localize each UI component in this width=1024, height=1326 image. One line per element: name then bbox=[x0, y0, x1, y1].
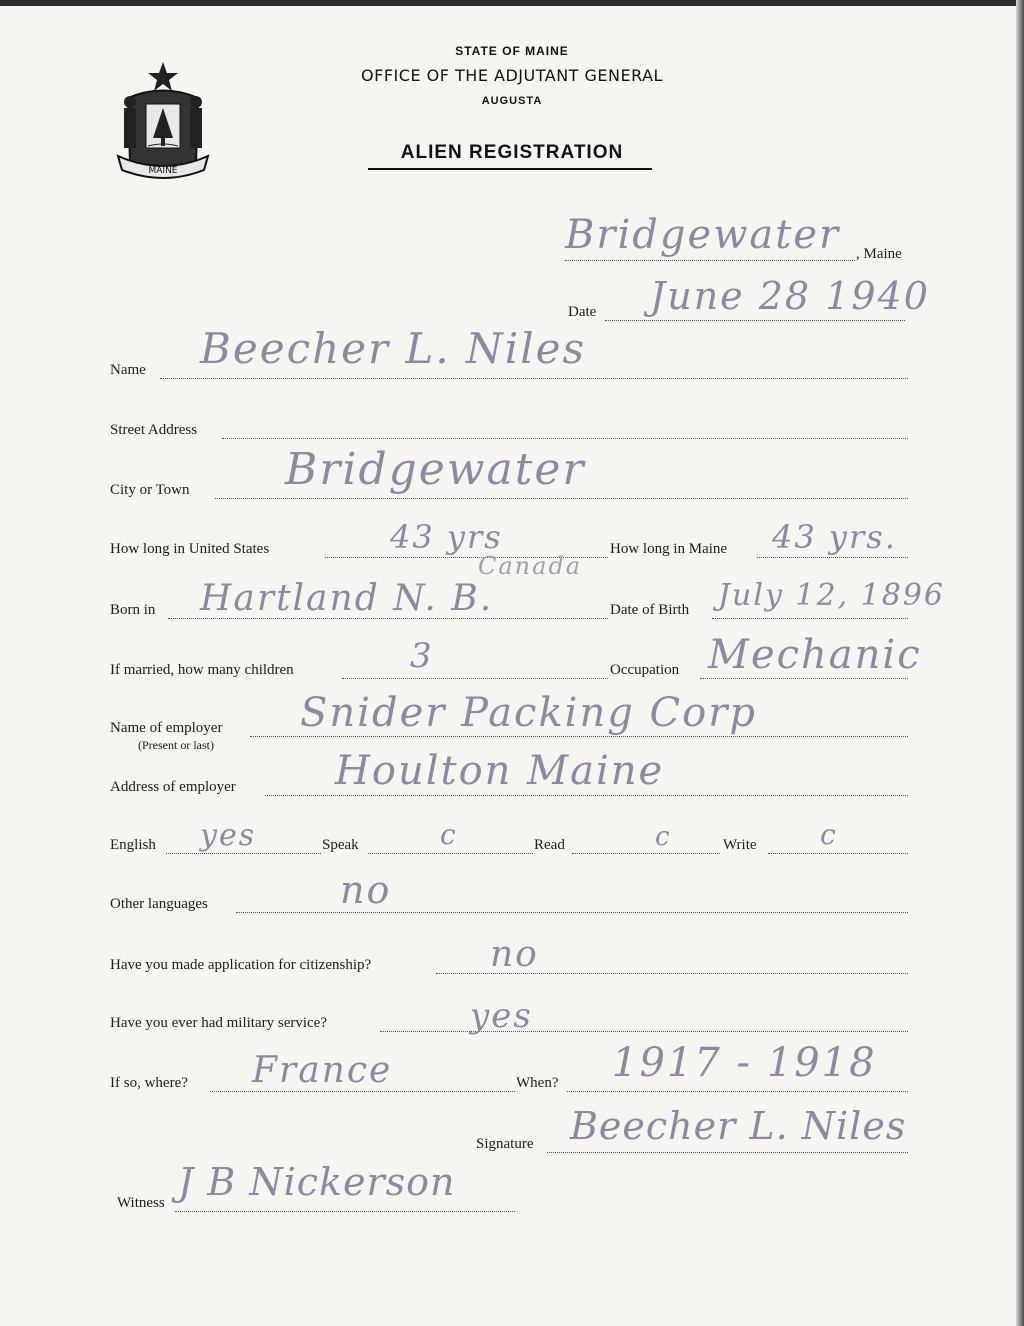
military-value: yes bbox=[470, 996, 533, 1036]
date-of-birth-label: Date of Birth bbox=[610, 602, 690, 618]
employer-address-value: Houlton Maine bbox=[335, 748, 665, 794]
witness-label: Witness bbox=[117, 1195, 165, 1211]
street-address-label: Street Address bbox=[110, 422, 198, 438]
employer-name-label: Name of employer bbox=[110, 720, 223, 736]
english-label: English bbox=[110, 837, 156, 853]
date-of-birth-line bbox=[712, 618, 908, 619]
date-line bbox=[605, 320, 905, 321]
name-label: Name bbox=[110, 362, 146, 378]
signature-label: Signature bbox=[476, 1136, 534, 1152]
signature-line bbox=[547, 1152, 908, 1153]
born-in-label: Born in bbox=[110, 602, 156, 618]
scan-edge-top bbox=[0, 0, 1024, 6]
employer-name-line bbox=[250, 736, 908, 737]
when-line bbox=[567, 1091, 908, 1092]
header-state: STATE OF MAINE bbox=[455, 44, 569, 58]
date-value: June 28 1940 bbox=[650, 274, 930, 318]
employer-name-value: Snider Packing Corp bbox=[300, 690, 757, 736]
write-line bbox=[768, 853, 908, 854]
when-value: 1917 - 1918 bbox=[612, 1040, 877, 1086]
where-line bbox=[210, 1091, 515, 1092]
date-of-birth-value: July 12, 1896 bbox=[718, 578, 946, 613]
where-label: If so, where? bbox=[110, 1075, 188, 1091]
speak-label: Speak bbox=[322, 837, 359, 853]
english-value: yes bbox=[200, 818, 257, 853]
where-value: France bbox=[252, 1050, 393, 1091]
header-city: AUGUSTA bbox=[481, 95, 543, 107]
read-line bbox=[572, 853, 720, 854]
english-line bbox=[166, 853, 321, 854]
children-line bbox=[342, 678, 608, 679]
other-languages-value: no bbox=[340, 868, 392, 912]
name-value: Beecher L. Niles bbox=[200, 324, 587, 373]
street-address-line bbox=[222, 438, 908, 439]
how-long-us-label: How long in United States bbox=[110, 541, 270, 557]
speak-line bbox=[368, 853, 533, 854]
read-label: Read bbox=[534, 837, 565, 853]
military-line bbox=[380, 1031, 908, 1032]
children-label: If married, how many children bbox=[110, 662, 294, 678]
signature-value: Beecher L. Niles bbox=[570, 1104, 907, 1148]
town-line bbox=[565, 260, 855, 261]
born-in-value: Hartland N. B. bbox=[200, 578, 494, 619]
town-value: Bridgewater bbox=[565, 212, 841, 258]
military-label: Have you ever had military service? bbox=[110, 1015, 327, 1031]
city-value: Bridgewater bbox=[285, 444, 586, 495]
how-long-us-value: 43 yrs bbox=[390, 518, 503, 556]
name-line bbox=[160, 378, 908, 379]
write-value: c bbox=[820, 818, 838, 851]
witness-value: J B Nickerson bbox=[178, 1160, 456, 1204]
children-value: 3 bbox=[410, 636, 434, 676]
maine-suffix-label: , Maine bbox=[856, 246, 902, 262]
citizenship-value: no bbox=[490, 934, 539, 975]
how-long-maine-value: 43 yrs. bbox=[772, 518, 897, 556]
witness-line bbox=[175, 1211, 515, 1212]
other-languages-label: Other languages bbox=[110, 896, 208, 912]
citizenship-label: Have you made application for citizenship? bbox=[110, 957, 372, 973]
seal-motto: MAINE bbox=[148, 166, 178, 176]
write-label: Write bbox=[723, 837, 757, 853]
header-office: OFFICE OF THE ADJUTANT GENERAL bbox=[361, 66, 663, 85]
title-underline bbox=[368, 168, 652, 170]
employer-address-line bbox=[265, 795, 908, 796]
city-line bbox=[215, 498, 908, 499]
city-label: City or Town bbox=[110, 482, 190, 498]
scan-edge-right bbox=[1016, 0, 1024, 1326]
occupation-value: Mechanic bbox=[708, 632, 922, 678]
other-languages-line bbox=[236, 912, 908, 913]
employer-sub-label: (Present or last) bbox=[138, 738, 214, 752]
date-label: Date bbox=[568, 304, 597, 320]
occupation-line bbox=[700, 678, 908, 679]
read-value: c bbox=[655, 822, 672, 852]
speak-value: c bbox=[440, 818, 458, 851]
how-long-maine-line bbox=[757, 557, 908, 558]
when-label: When? bbox=[516, 1075, 559, 1091]
employer-address-label: Address of employer bbox=[110, 779, 236, 795]
form-title: ALIEN REGISTRATION bbox=[400, 142, 624, 163]
how-long-maine-label: How long in Maine bbox=[610, 541, 728, 557]
born-in-note: Canada bbox=[478, 552, 583, 580]
occupation-label: Occupation bbox=[610, 662, 680, 678]
